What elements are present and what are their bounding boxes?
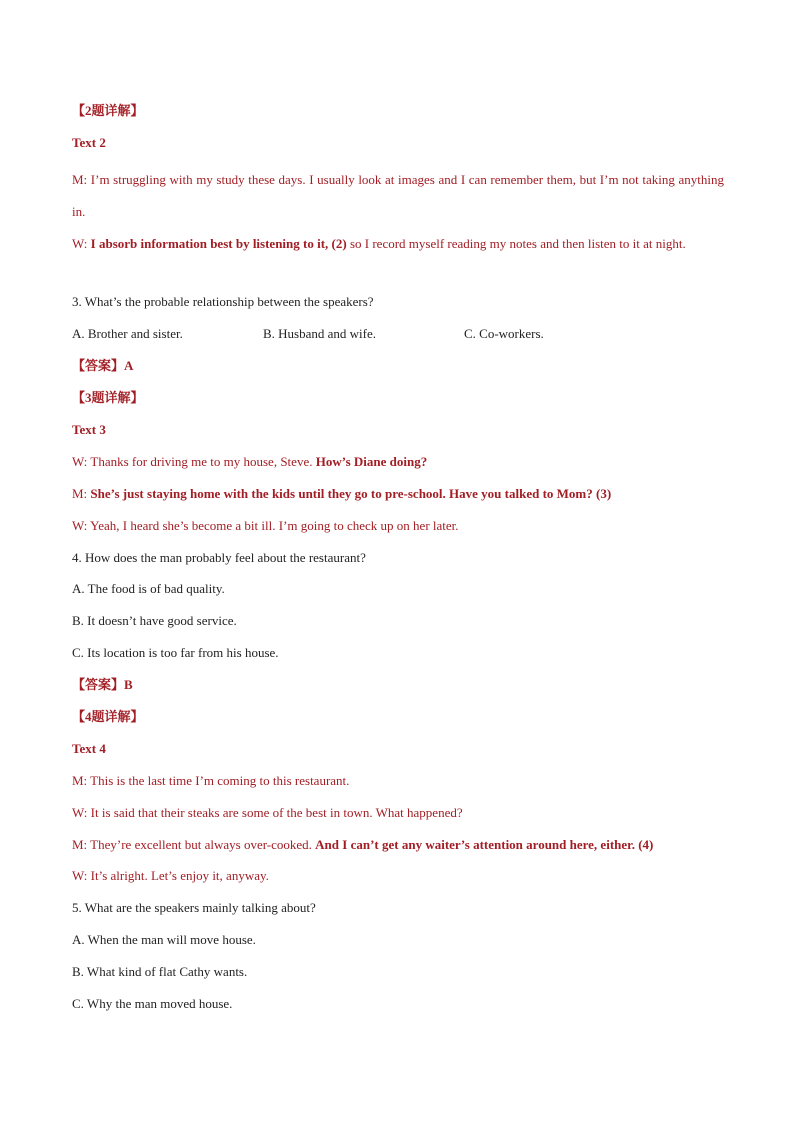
text-3-w-line-1	[72, 451, 724, 483]
question-5: 5. What are the speakers mainly talking about?	[72, 900, 316, 916]
text-3-label: Text 3	[72, 421, 106, 437]
text-3-w-line-1-text: W: Thanks for driving me to my house, Steve.	[72, 453, 316, 469]
question-3: 3. What’s the probable relationship between the speakers?	[72, 294, 374, 310]
text-4-m-line-2	[72, 834, 724, 866]
text-4-label: Text 4	[72, 740, 106, 756]
answer-3: 【答案】A	[72, 358, 134, 374]
question-4: 4. How does the man probably feel about the restaurant?	[72, 549, 366, 565]
section-3-heading: 【3题详解】	[72, 390, 144, 406]
section-2-heading: 【2题详解】	[72, 103, 144, 118]
answer-4: 【答案】B	[72, 677, 133, 693]
text-4-m-line-2-text: M: They’re excellent but always over-cooked.	[72, 836, 316, 852]
question-5-option-b: B. What kind of flat Cathy wants.	[72, 964, 248, 980]
question-3-options	[72, 323, 724, 355]
text-3-w-line-2: W: Yeah, I heard she’s become a bit ill. I’m going to check up on her later.	[72, 517, 459, 533]
question-4-option-c: C. Its location is too far from his house.	[72, 645, 279, 661]
question-4-option-a: A. The food is of bad quality.	[72, 581, 225, 597]
speaker-prefix: W:	[72, 235, 91, 251]
text-4-m-line-1: M: This is the last time I’m coming to this restaurant.	[72, 772, 350, 788]
text-2-w-line	[72, 228, 724, 292]
text-2-label: Text 2	[72, 134, 106, 150]
option-c: C. Co-workers.	[464, 326, 544, 342]
key-sentence-2: I absorb information best by listening to it, (2)	[90, 235, 347, 251]
text-3-m-line	[72, 483, 724, 515]
document-page	[72, 100, 724, 1025]
speaker-prefix: M:	[72, 485, 91, 501]
option-a: A. Brother and sister.	[72, 326, 183, 342]
section-4-heading: 【4题详解】	[72, 708, 144, 724]
key-sentence-3: She’s just staying home with the kids until they go to pre-school. Have you talked to Mom? (3)	[90, 485, 612, 501]
question-5-option-c: C. Why the man moved house.	[72, 995, 233, 1011]
question-4-option-b: B. It doesn’t have good service.	[72, 613, 237, 629]
key-question-3: How’s Diane doing?	[315, 453, 428, 469]
question-5-option-a: A. When the man will move house.	[72, 932, 256, 948]
text-4-w-line-2: W: It’s alright. Let’s enjoy it, anyway.	[72, 868, 269, 884]
option-b: B. Husband and wife.	[263, 326, 377, 342]
text-2-w-rest: so I record myself reading my notes and then listen to it at night.	[346, 235, 686, 251]
text-2-m-line: M: I’m struggling with my study these days. I usually look at images and I can remember them, but I’m not taking anything in.	[72, 171, 724, 219]
key-sentence-4: And I can’t get any waiter’s attention around here, either. (4)	[315, 836, 654, 852]
text-4-w-line-1: W: It is said that their steaks are some of the best in town. What happened?	[72, 804, 463, 820]
